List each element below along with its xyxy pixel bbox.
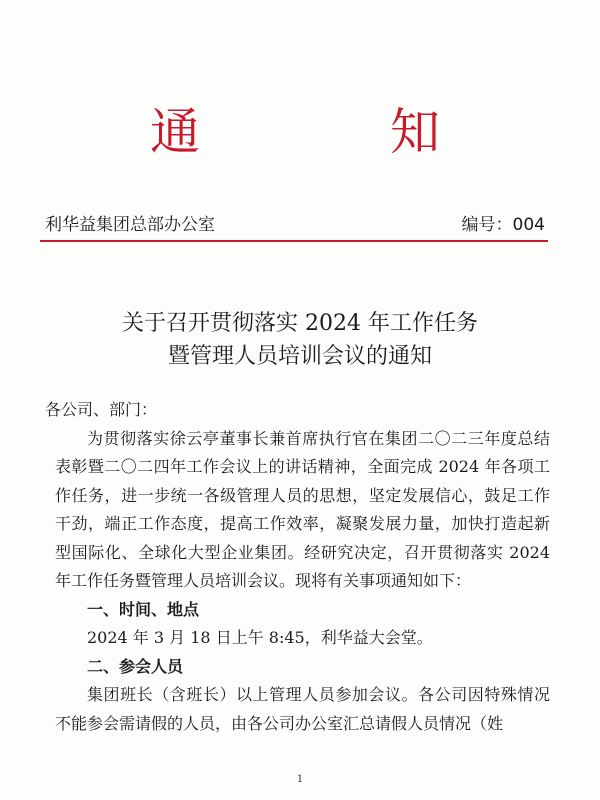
salutation: 各公司、部门：: [45, 400, 158, 419]
section-2-heading: 二、参会人员: [87, 656, 184, 676]
header-title-char-1: 通: [150, 103, 200, 161]
issuer-name: 利华益集团总部办公室: [45, 215, 215, 235]
document-title: [40, 307, 560, 373]
intro-paragraph: 为贯彻落实徐云亭董事长兼首席执行官在集团二〇二三年度总结表彰暨二〇二四年工作会议上的讲话精神，全面完成 2024 年各项工作任务，进一步统一各级管理人员的思想，坚定发展信心，鼓足工作干劲，端正工作态度，提高工作效率，凝聚发展力量，加快打造起新型国际化、全球化大型企业集团。经研究决定，召开贯彻落实 2024 年工作任务暨管理人员培训会议。现将有关事项通知如下：: [55, 428, 550, 590]
section-2-text: 集团班长（含班长）以上管理人员参加会议。各公司因特殊情况不能参会需请假的人员，由各公司办公室汇总请假人员情况（姓: [55, 685, 550, 733]
document-number: 编号：004: [461, 215, 545, 235]
header-title-char-2: 知: [390, 103, 440, 161]
title-line-1: 关于召开贯彻落实 2024 年工作任务: [122, 311, 478, 336]
notice-header-title: [150, 92, 450, 161]
page-number: 1: [296, 774, 304, 785]
issuer-row: [40, 210, 545, 236]
header-divider: [40, 240, 548, 242]
section-1-text: 2024 年 3 月 18 日上午 8:45，利华益大会堂。: [87, 628, 433, 647]
section-1-heading: 一、时间、地点: [87, 599, 200, 619]
document-body: [45, 396, 550, 738]
title-line-2: 暨管理人员培训会议的通知: [167, 344, 432, 369]
